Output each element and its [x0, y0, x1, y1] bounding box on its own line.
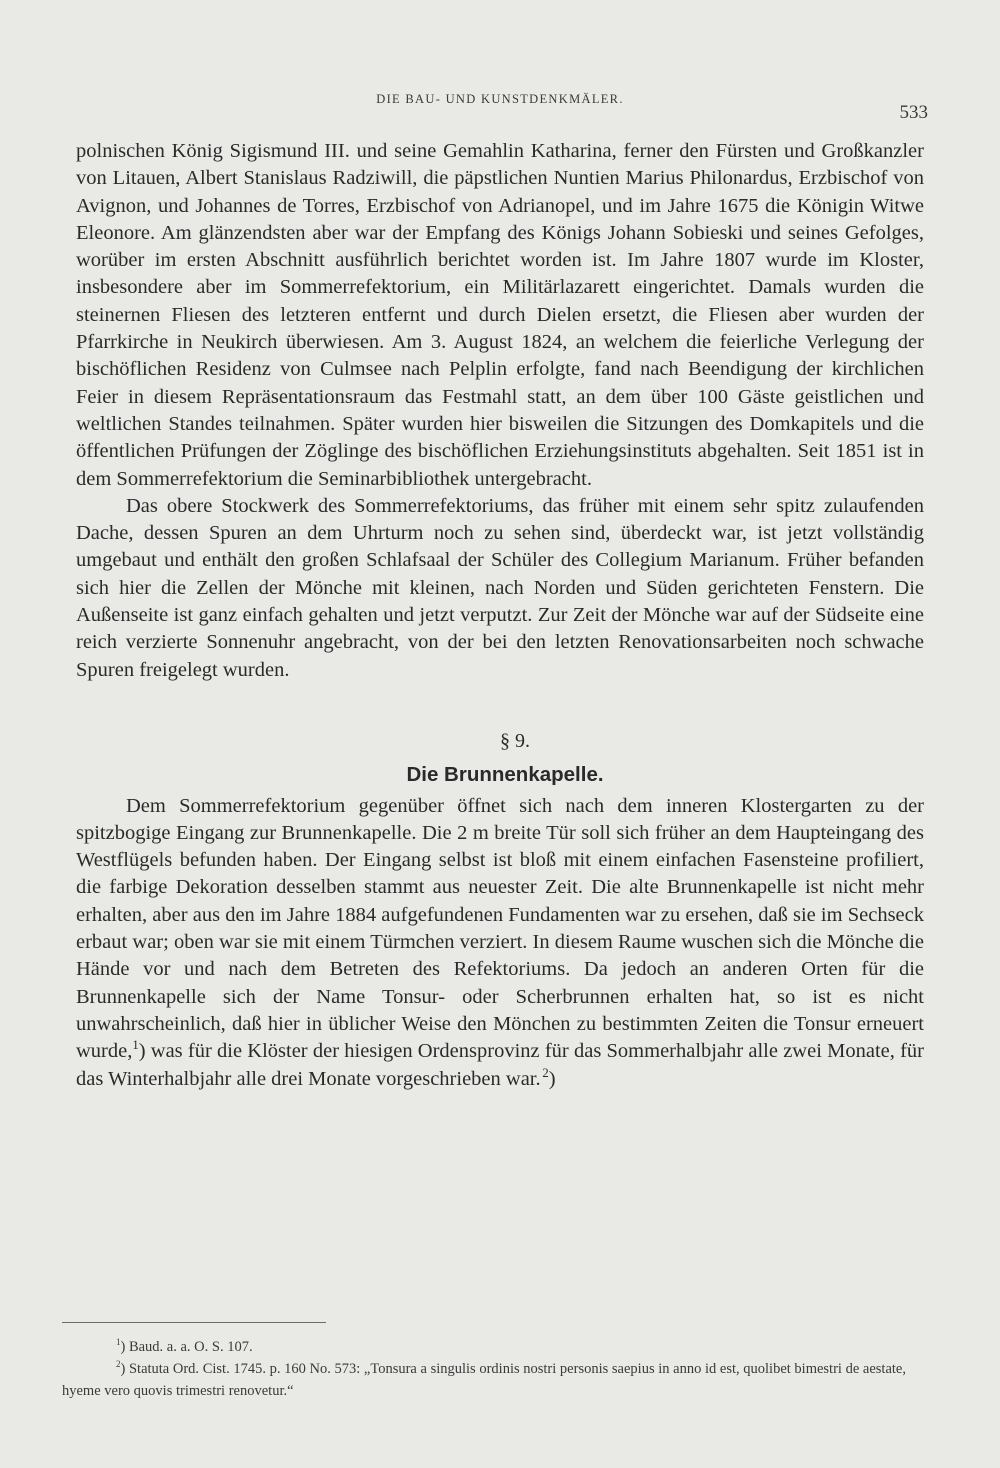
- paragraph-3-text-c: ): [548, 1067, 556, 1090]
- footnote-1: [62, 1336, 906, 1358]
- paragraph-3-text: Dem Sommerrefektorium gegenüber öffnet sich nach dem inneren Klostergarten zu der spitzbogige Eingang zur Brunnenkapelle. Die 2 m breite Tür soll sich früher an dem Haupteingang des Westflügels befunden haben. Der Eingang selbst ist bloß mit einem einfachen Fasensteine profiliert, die farbige Dekoration desselben stammt aus neuester Zeit. Die alte Brunnenkapelle ist nicht mehr erhalten, aber aus den im Jahre 1884 aufgefundenen Fundamenten war zu ersehen, daß sie im Sechseck erbaut war; oben war sie mit einem Türmchen verziert. In diesem Raume wuschen sich die Mönche die Hände vor und nach dem Betreten des Refektoriums. Da jedoch an anderen Orten für die Brunnenkapelle sich der Name Tonsur- oder Scherbrunnen erhalten hat, so ist es nicht unwahrscheinlich, daß hier in üblicher Weise den Mönchen zu bestimmten Zeiten die Tonsur erneuert wurde,: [76, 794, 924, 1063]
- footnote-2-mark: 2: [116, 1359, 121, 1370]
- paragraph-3: [76, 793, 924, 1093]
- footnote-rule: [62, 1322, 326, 1323]
- footnote-1-text: ) Baud. a. a. O. S. 107.: [120, 1339, 253, 1355]
- footnote-2: [62, 1358, 906, 1402]
- footnote-1-mark: 1: [116, 1337, 121, 1348]
- paragraph-1: polnischen König Sigismund III. und seine Gemahlin Katharina, ferner den Fürsten und Großkanzler von Litauen, Albert Stanislaus Radziwill, die päpstlichen Nuntien Marius Philonardus, Erzbischof von Avignon, und Johannes de Torres, Erzbischof von Adrianopel, und im Jahre 1675 die Königin Witwe Eleonore. Am glänzendsten aber war der Empfang des Königs Johann Sobieski und seines Gefolges, worüber im ersten Abschnitt ausführlich berichtet worden ist. Im Jahre 1807 wurde im Kloster, insbesondere aber im Sommerrefektorium, ein Militärlazarett eingerichtet. Damals wurden die steinernen Fliesen des letzteren entfernt und durch Dielen ersetzt, die Fliesen aber wurden der Pfarrkirche in Neukirch überwiesen. Am 3. August 1824, an welchem die feierliche Verlegung der bischöflichen Residenz von Culmsee nach Pelplin erfolgte, fand nach Beendigung der kirchlichen Feier in diesem Repräsentationsraum das Festmahl statt, an dem über 100 Gäste geistlichen und weltlichen Standes teilnahmen. Später wurden hier bisweilen die Sitzungen des Domkapitels und die öffentlichen Prüfungen der Zöglinge des bischöflichen Erziehungsinstituts abgehalten. Seit 1851 ist in dem Sommerrefektorium die Seminarbibliothek untergebracht.: [76, 140, 924, 490]
- footnotes: [62, 1336, 906, 1402]
- section-number: § 9.: [500, 729, 530, 752]
- main-text: [76, 138, 924, 1093]
- paragraph-2: Das obere Stockwerk des Sommerrefektoriums, das früher mit einem sehr spitz zulaufenden Dache, dessen Spuren an dem Uhrturm noch zu sehen sind, überdeckt war, ist jetzt vollständig umgebaut und enthält den großen Schlafsaal der Schüler des Collegium Marianum. Früher befanden sich hier die Zellen der Mönche mit kleinen, nach Norden und Süden gerichteten Fenstern. Die Außenseite ist ganz einfach gehalten und jetzt verputzt. Zur Zeit der Mönche war auf der Südseite eine reich verzierte Sonnenuhr angebracht, von der bei den letzten Renovationsarbeiten noch schwache Spuren freigelegt wurden.: [76, 494, 924, 681]
- page-number: 533: [899, 102, 928, 123]
- footnote-2-text: ) Statuta Ord. Cist. 1745. p. 160 No. 573: „Tonsura a singulis ordinis nostri personis saepius in anno id est, quolibet bimestri de aestate, hyeme vero quovis trimestri renovetur.“: [62, 1361, 906, 1399]
- running-head: DIE BAU- UND KUNSTDENKMÄLER.: [376, 92, 624, 106]
- paragraph-3-text-b: ) was für die Klöster der hiesigen Ordensprovinz für das Sommerhalbjahr alle zwei Monate, für das Winterhalbjahr alle drei Monate vorgeschrieben war.: [76, 1040, 924, 1090]
- footnote-ref-2: 2: [542, 1065, 549, 1080]
- section-title: Die Brunnenkapelle.: [406, 763, 604, 787]
- footnote-ref-1: 1: [132, 1038, 139, 1053]
